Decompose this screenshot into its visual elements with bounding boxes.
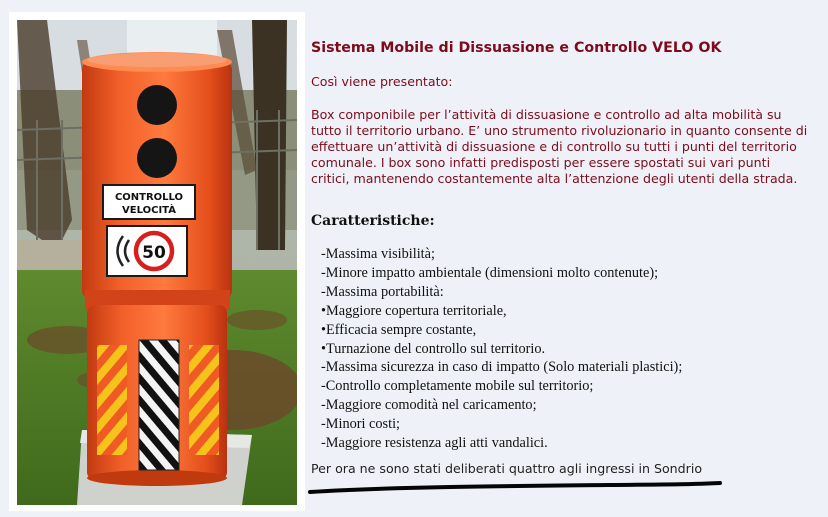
article-note: Per ora ne sono stati deliberati quattro agli ingressi in Sondrio — [311, 461, 703, 476]
velo-ok-photo — [17, 20, 297, 505]
speed-limit-number: 50 — [142, 243, 166, 263]
handdrawn-underline — [308, 480, 728, 496]
feature-item: -Massima sicurezza in caso di impatto (Solo materiali plastici); — [321, 359, 683, 376]
feature-item: •Efficacia sempre costante, — [321, 321, 477, 338]
feature-item: -Maggiore comodità nel caricamento; — [321, 397, 537, 414]
features-list — [321, 245, 682, 453]
sign-text-line2: VELOCITÀ — [122, 205, 176, 216]
article-description: Box componibile per l’attività di dissuasione e controllo ad alta mobilità su tutto il territorio urbano. E’ uno strumento rivoluzionario in quanto consente di effettuare un’attività di dissuasione e di controllo su tutti i punti del territorio comunale. I box sono infatti predisposti per essere spostati sui vari punti critici, mantenendo costantemente alta l’attenzione degli utenti della strada. — [311, 107, 808, 186]
feature-item: -Minore impatto ambientale (dimensioni molto contenute); — [321, 264, 659, 281]
article-intro: Così viene presentato: — [311, 74, 453, 89]
photo-frame — [9, 12, 305, 511]
feature-item: -Maggiore resistenza agli atti vandalici. — [321, 435, 548, 452]
features-heading: Caratteristiche: — [311, 213, 435, 229]
feature-item: -Massima visibilità; — [321, 246, 435, 262]
feature-item: -Massima portabilità: — [321, 283, 444, 300]
sign-text-line1: CONTROLLO — [114, 192, 184, 203]
feature-item: •Turnazione del controllo sul territorio. — [321, 340, 546, 357]
feature-item: •Maggiore copertura territoriale, — [321, 302, 507, 319]
feature-item: -Minori costi; — [321, 416, 401, 433]
feature-item: -Controllo completamente mobile sul territorio; — [321, 378, 594, 395]
article-title: Sistema Mobile di Dissuasione e Controllo VELO OK — [311, 40, 722, 56]
